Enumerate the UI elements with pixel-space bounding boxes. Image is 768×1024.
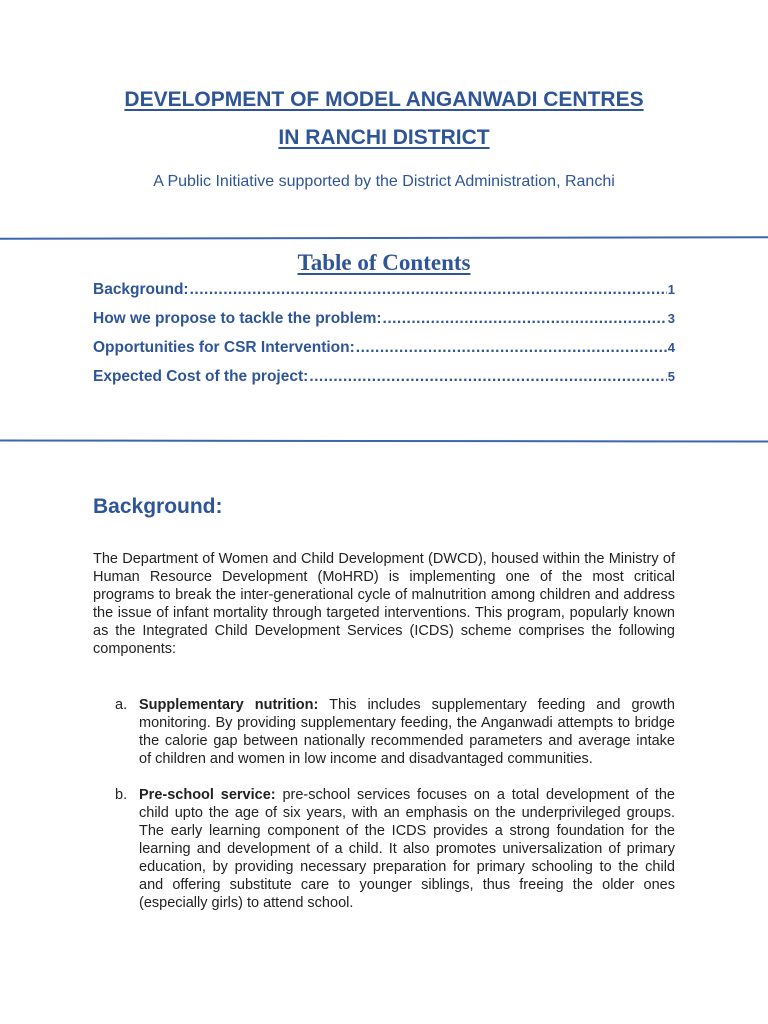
- toc-entry-label[interactable]: Expected Cost of the project:: [93, 368, 309, 385]
- toc-entry-label[interactable]: How we propose to tackle the problem:: [93, 310, 382, 327]
- toc-entry-expected-cost[interactable]: [93, 368, 675, 397]
- bottom-divider: [0, 439, 768, 442]
- document-title-line-2: IN RANCHI DISTRICT: [278, 126, 490, 149]
- toc-entry-page[interactable]: 4: [667, 340, 675, 355]
- toc-entry-page[interactable]: 1: [667, 282, 675, 297]
- toc-leader-dots: [309, 368, 666, 386]
- toc-entry-tackle-problem[interactable]: [93, 310, 675, 339]
- list-item: [93, 786, 675, 912]
- toc-entry-csr-intervention[interactable]: [93, 339, 675, 368]
- toc-heading: Table of Contents: [297, 250, 471, 275]
- list-item-title: Supplementary nutrition:: [139, 697, 319, 713]
- document-title-line-1: DEVELOPMENT OF MODEL ANGANWADI CENTRES: [124, 88, 644, 111]
- top-divider: [0, 236, 768, 240]
- list-item: [93, 696, 675, 768]
- toc-entry-page[interactable]: 3: [667, 311, 675, 326]
- icds-components-list: [93, 696, 675, 912]
- list-item-title: Pre-school service:: [139, 787, 276, 803]
- toc-leader-dots: [356, 339, 667, 357]
- section-heading-background: Background:: [93, 495, 223, 518]
- toc-leader-dots: [383, 310, 667, 328]
- list-marker: a.: [115, 697, 128, 713]
- toc-entry-label[interactable]: Background:: [93, 281, 189, 298]
- table-of-contents: [93, 281, 675, 397]
- list-marker: b.: [115, 787, 128, 803]
- toc-leader-dots: [190, 281, 667, 299]
- toc-entry-label[interactable]: Opportunities for CSR Intervention:: [93, 339, 355, 356]
- document-subtitle: A Public Initiative supported by the District Administration, Ranchi: [153, 173, 615, 190]
- background-paragraph: The Department of Women and Child Development (DWCD), housed within the Ministry of Human Resource Development (MoHRD) is implementing one of the most critical programs to break the inter-generational cycle of malnutrition among children and address the issue of infant mortality through targeted interventions. This program, popularly known as the Integrated Child Development Services (ICDS) scheme comprises the following components:: [93, 551, 675, 657]
- toc-entry-page[interactable]: 5: [667, 369, 675, 384]
- toc-entry-background[interactable]: [93, 281, 675, 310]
- list-item-text: This includes supplementary feeding and growth monitoring. By providing supplementary feeding, the Anganwadi attempts to bridge the calorie gap between nationally recommended parameters and average intake of children and women in low income and disadvantaged communities.: [139, 697, 675, 767]
- list-item-text: pre-school services focuses on a total development of the child upto the age of six years, with an emphasis on the underprivileged groups. The early learning component of the ICDS provides a strong foundation for the learning and development of a child. It also promotes universalization of primary education, by providing necessary preparation for primary schooling to the child and offering substitute care to younger siblings, thus freeing the older ones (especially girls) to attend school.: [139, 787, 675, 911]
